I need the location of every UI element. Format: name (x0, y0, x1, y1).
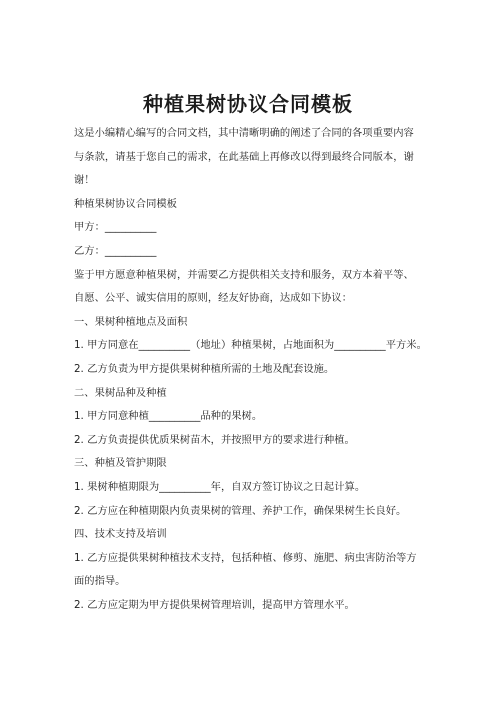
clause-3-2: 2. 乙方应在种植期限内负责果树的管理、养护工作，确保果树生长良好。 (74, 504, 407, 517)
document-title: 种植果树协议合同模板 (143, 92, 353, 116)
clause-3-1: 1. 果树种植期限为__________年，自双方签订协议之日起计算。 (74, 480, 366, 493)
section-heading-2: 二、果树品种及种植 (74, 386, 167, 399)
section-heading-3: 三、种植及管护期限 (74, 457, 167, 470)
subtitle-line: 种植果树协议合同模板 (74, 197, 177, 210)
section-heading-1: 一、果树种植地点及面积 (74, 315, 188, 328)
document-body (74, 122, 427, 617)
clause-4-2: 2. 乙方应定期为甲方提供果树管理培训，提高甲方管理水平。 (74, 598, 355, 611)
preamble-paragraph: 鉴于甲方愿意种植果树，并需要乙方提供相关支持和服务，双方本着平等、自愿、公平、诚实信用的原则，经友好协商，达成如下协议： (74, 268, 414, 305)
clause-4-1: 1. 乙方应提供果树种植技术支持，包括种植、修剪、施肥、病虫害防治等方面的指导。 (74, 551, 417, 588)
clause-2-2: 2. 乙方负责提供优质果树苗木，并按照甲方的要求进行种植。 (74, 433, 355, 446)
section-heading-4: 四、技术支持及培训 (74, 528, 167, 541)
intro-paragraph: 这是小编精心编写的合同文档，其中清晰明确的阐述了合同的各项重要内容与条款，请基于您自己的需求，在此基础上再修改以得到最终合同版本，谢谢！ (74, 127, 414, 187)
clause-1-1: 1. 甲方同意在__________（地址）种植果树，占地面积为__________平方米。 (74, 339, 427, 352)
clause-2-1: 1. 甲方同意种植__________品种的果树。 (74, 410, 263, 423)
party-b-line: 乙方：__________ (74, 244, 157, 257)
party-a-line: 甲方：__________ (74, 221, 157, 234)
clause-1-2: 2. 乙方负责为甲方提供果树种植所需的土地及配套设施。 (74, 362, 335, 375)
